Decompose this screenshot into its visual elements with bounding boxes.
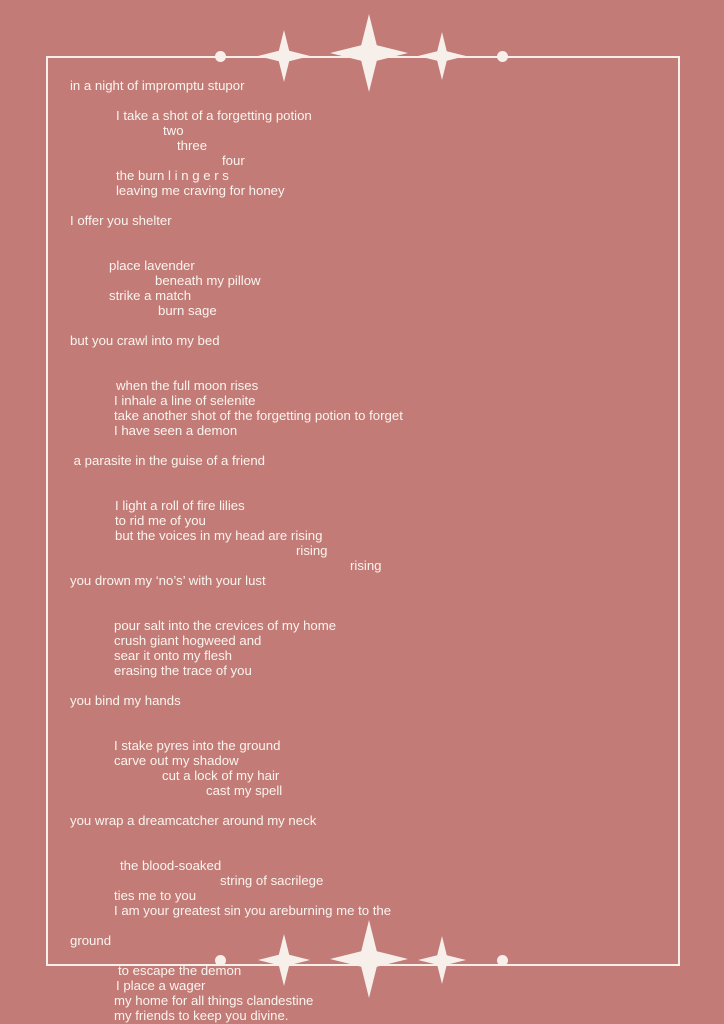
poem-line: I offer you shelter xyxy=(70,213,172,228)
poem-line: you wrap a dreamcatcher around my neck xyxy=(70,813,317,828)
poem-line: two xyxy=(163,123,184,138)
poem-line: in a night of impromptu stupor xyxy=(70,78,245,93)
poem-line: place lavender xyxy=(109,258,195,273)
poem-line: the blood-soaked xyxy=(120,858,222,873)
poem-line: I am your greatest sin you areburning me to the xyxy=(114,903,392,918)
poem-line: I inhale a line of selenite xyxy=(114,393,256,408)
poem-line: pour salt into the crevices of my home xyxy=(114,618,337,633)
poem-line: you drown my ‘no’s’ with your lust xyxy=(70,573,266,588)
poem-blank-line xyxy=(70,93,654,108)
poem-blank-line xyxy=(70,918,654,933)
poem-blank-line xyxy=(70,588,654,603)
poem-line: I light a roll of fire lilies xyxy=(115,498,245,513)
poem-line: but the voices in my head are rising xyxy=(115,528,323,543)
poem-line: cast my spell xyxy=(206,783,283,798)
poem-line: you bind my hands xyxy=(70,693,181,708)
poem-line: the burn l i n g e r s xyxy=(116,168,229,183)
poem-blank-line xyxy=(70,363,654,378)
poem-line: four xyxy=(222,153,245,168)
poem-line: a parasite in the guise of a friend xyxy=(70,453,266,468)
poem-blank-line xyxy=(70,798,654,813)
poem-blank-line xyxy=(70,468,654,483)
poem-line: to escape the demon xyxy=(118,963,242,978)
poem-blank-line xyxy=(70,243,654,258)
poem-line: carve out my shadow xyxy=(114,753,239,768)
poem-blank-line xyxy=(70,948,654,963)
poem-line: my home for all things clandestine xyxy=(114,993,314,1008)
poem-line: but you crawl into my bed xyxy=(70,333,220,348)
poem-line: cut a lock of my hair xyxy=(162,768,280,783)
poem-blank-line xyxy=(70,198,654,213)
poem-line: I take a shot of a forgetting potion xyxy=(116,108,312,123)
poem-blank-line xyxy=(70,828,654,843)
poem-line: I have seen a demon xyxy=(114,423,238,438)
poem-line: rising xyxy=(296,543,328,558)
poem-line: erasing the trace of you xyxy=(114,663,252,678)
poem-blank-line xyxy=(70,843,654,858)
poem-line: rising xyxy=(350,558,382,573)
poem-blank-line xyxy=(70,438,654,453)
poem-text xyxy=(46,56,680,1023)
poem-line: ground xyxy=(70,933,112,948)
poem-blank-line xyxy=(70,483,654,498)
poem-line: I place a wager xyxy=(116,978,206,993)
poem-line: ties me to you xyxy=(114,888,197,903)
poem-line: strike a match xyxy=(109,288,192,303)
poem-blank-line xyxy=(70,318,654,333)
poem-line: crush giant hogweed and xyxy=(114,633,262,648)
poem-blank-line xyxy=(70,678,654,693)
poem-line: three xyxy=(177,138,208,153)
poem-line: when the full moon rises xyxy=(116,378,259,393)
poem-line: sear it onto my flesh xyxy=(114,648,233,663)
poem-blank-line xyxy=(70,603,654,618)
poem-blank-line xyxy=(70,708,654,723)
poem-line: leaving me craving for honey xyxy=(116,183,285,198)
poem-line: string of sacrilege xyxy=(220,873,324,888)
poem-line: take another shot of the forgetting potion to forget xyxy=(114,408,403,423)
poem-line: I stake pyres into the ground xyxy=(114,738,281,753)
poem-blank-line xyxy=(70,228,654,243)
poem-blank-line xyxy=(70,348,654,363)
poem-line: beneath my pillow xyxy=(155,273,261,288)
poem-blank-line xyxy=(70,723,654,738)
poem-line: burn sage xyxy=(158,303,217,318)
poem-line: to rid me of you xyxy=(115,513,206,528)
poem-line: my friends to keep you divine. xyxy=(114,1008,289,1023)
